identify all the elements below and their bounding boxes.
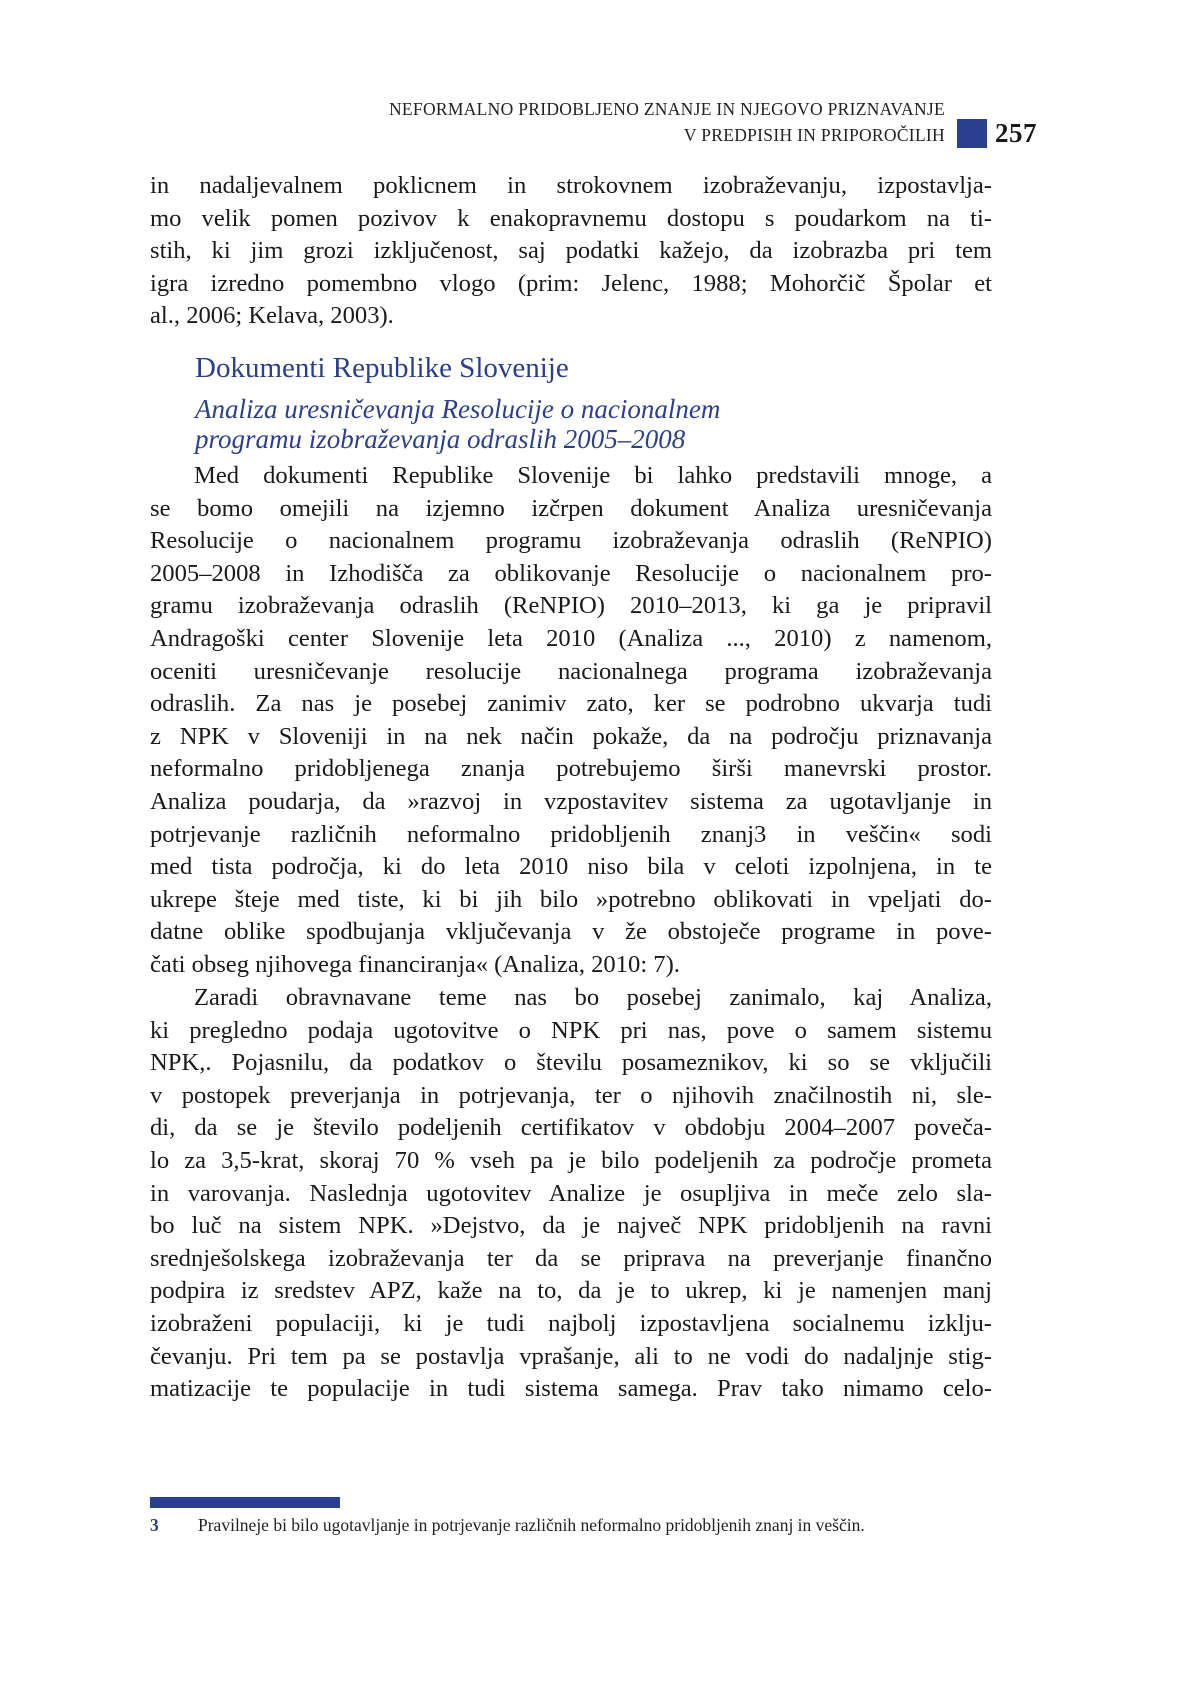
text-line: Zaradi obravnavane teme nas bo posebej zanimalo, kaj Analiza, xyxy=(194,984,992,1011)
text-line: al., 2006; Kelava, 2003). xyxy=(150,302,394,330)
text-line: čevanju. Pri tem pa se postavlja vprašanje, ali to ne vodi do nadaljnje stig- xyxy=(150,1342,992,1370)
page-number: 257 xyxy=(995,118,1037,148)
sub-heading-line-2: programu izobraževanja odraslih 2005–2008 xyxy=(195,424,686,454)
footnote-rule xyxy=(150,1497,340,1508)
text-line: Resolucije o nacionalnem programu izobraževanja odraslih (ReNPIO) xyxy=(150,527,992,555)
text-line: med tista področja, ki do leta 2010 niso bila v celoti izpolnjena, in te xyxy=(150,853,992,881)
text-line: bo luč na sistem NPK. »Dejstvo, da je največ NPK pridobljenih na ravni xyxy=(150,1212,992,1240)
text-line: 2005–2008 in Izhodišča za oblikovanje Resolucije o nacionalnem pro- xyxy=(150,559,992,587)
text-line: Med dokumenti Republike Slovenije bi lahko predstavili mnoge, a xyxy=(194,462,992,489)
text-line: in nadaljevalnem poklicnem in strokovnem izobraževanju, izpostavlja- xyxy=(150,172,992,199)
section-heading: Dokumenti Republike Slovenije xyxy=(195,352,569,384)
text-line: igra izredno pomembno vlogo (prim: Jelenc, 1988; Mohorčič Špolar et xyxy=(150,269,992,297)
text-line: srednješolskega izobraževanja ter da se priprava na preverjanje finančno xyxy=(150,1244,992,1272)
text-line: oceniti uresničevanje resolucije nacionalnega programa izobraževanja xyxy=(150,657,992,685)
text-line: z NPK v Sloveniji in na nek način pokaže, da na področju priznavanja xyxy=(150,722,992,750)
text-line: se bomo omejili na izjemno izčrpen dokument Analiza uresničevanja xyxy=(150,494,992,522)
text-line: ukrepe šteje med tiste, ki bi jih bilo »potrebno oblikovati in vpeljati do- xyxy=(150,885,992,913)
text-line: odraslih. Za nas je posebej zanimiv zato, ker se podrobno ukvarja tudi xyxy=(150,690,992,718)
footnote-number: 3 xyxy=(150,1515,159,1535)
running-head-line-2: V PREDPISIH IN PRIPOROČILIH xyxy=(683,125,945,145)
sub-heading-line-1: Analiza uresničevanja Resolucije o nacionalnem xyxy=(195,394,721,424)
text-line: potrjevanje različnih neformalno pridobljenih znanj3 in veščin« sodi xyxy=(150,820,992,848)
text-line: in varovanja. Naslednja ugotovitev Analize je osupljiva in meče zelo sla- xyxy=(150,1179,992,1207)
footnote xyxy=(150,1515,865,1536)
text-line: izobraženi populaciji, ki je tudi najbolj izpostavljena socialnemu izklju- xyxy=(150,1309,992,1337)
text-line: čati obseg njihovega financiranja« (Analiza, 2010: 7). xyxy=(150,950,680,978)
text-line: lo za 3,5-krat, skoraj 70 % vseh pa je bilo podeljenih za področje prometa xyxy=(150,1146,992,1174)
text-line: datne oblike spodbujanja vključevanja v že obstoječe programe in pove- xyxy=(150,918,992,946)
text-line: gramu izobraževanja odraslih (ReNPIO) 2010–2013, ki ga je pripravil xyxy=(150,592,992,620)
running-head-line-1: NEFORMALNO PRIDOBLJENO ZNANJE IN NJEGOVO PRIZNAVANJE xyxy=(388,99,945,119)
text-line: di, da se je število podeljenih certifikatov v obdobju 2004–2007 poveča- xyxy=(150,1114,992,1142)
text-line: neformalno pridobljenega znanja potrebujemo širši manevrski prostor. xyxy=(150,755,992,783)
paragraph-1 xyxy=(150,460,992,982)
text-line: matizacije te populacije in tudi sistema samega. Prav tako nimamo celo- xyxy=(150,1375,992,1403)
text-line: Analiza poudarja, da »razvoj in vzpostavitev sistema za ugotavljanje in xyxy=(150,787,992,815)
intro-paragraph xyxy=(150,170,992,333)
footnote-text: Pravilneje bi bilo ugotavljanje in potrjevanje različnih neformalno pridobljenih znanj in veščin. xyxy=(198,1515,865,1535)
paragraph-2 xyxy=(150,982,992,1406)
text-line: NPK,. Pojasnilu, da podatkov o številu posameznikov, ki so se vključili xyxy=(150,1049,992,1077)
text-line: v postopek preverjanja in potrjevanja, ter o njihovih značilnostih ni, sle- xyxy=(150,1081,992,1109)
text-line: ki pregledno podaja ugotovitve o NPK pri nas, pove o samem sistemu xyxy=(150,1016,992,1044)
running-head xyxy=(389,96,945,148)
text-line: Andragoški center Slovenije leta 2010 (Analiza ..., 2010) z namenom, xyxy=(150,624,992,652)
sub-heading xyxy=(195,394,720,454)
text-line: mo velik pomen pozivov k enakopravnemu dostopu s poudarkom na ti- xyxy=(150,204,992,232)
header-accent-square xyxy=(957,119,987,148)
text-line: stih, ki jim grozi izključenost, saj podatki kažejo, da izobrazba pri tem xyxy=(150,237,992,265)
text-line: podpira iz sredstev APZ, kaže na to, da je to ukrep, ki je namenjen manj xyxy=(150,1277,992,1305)
